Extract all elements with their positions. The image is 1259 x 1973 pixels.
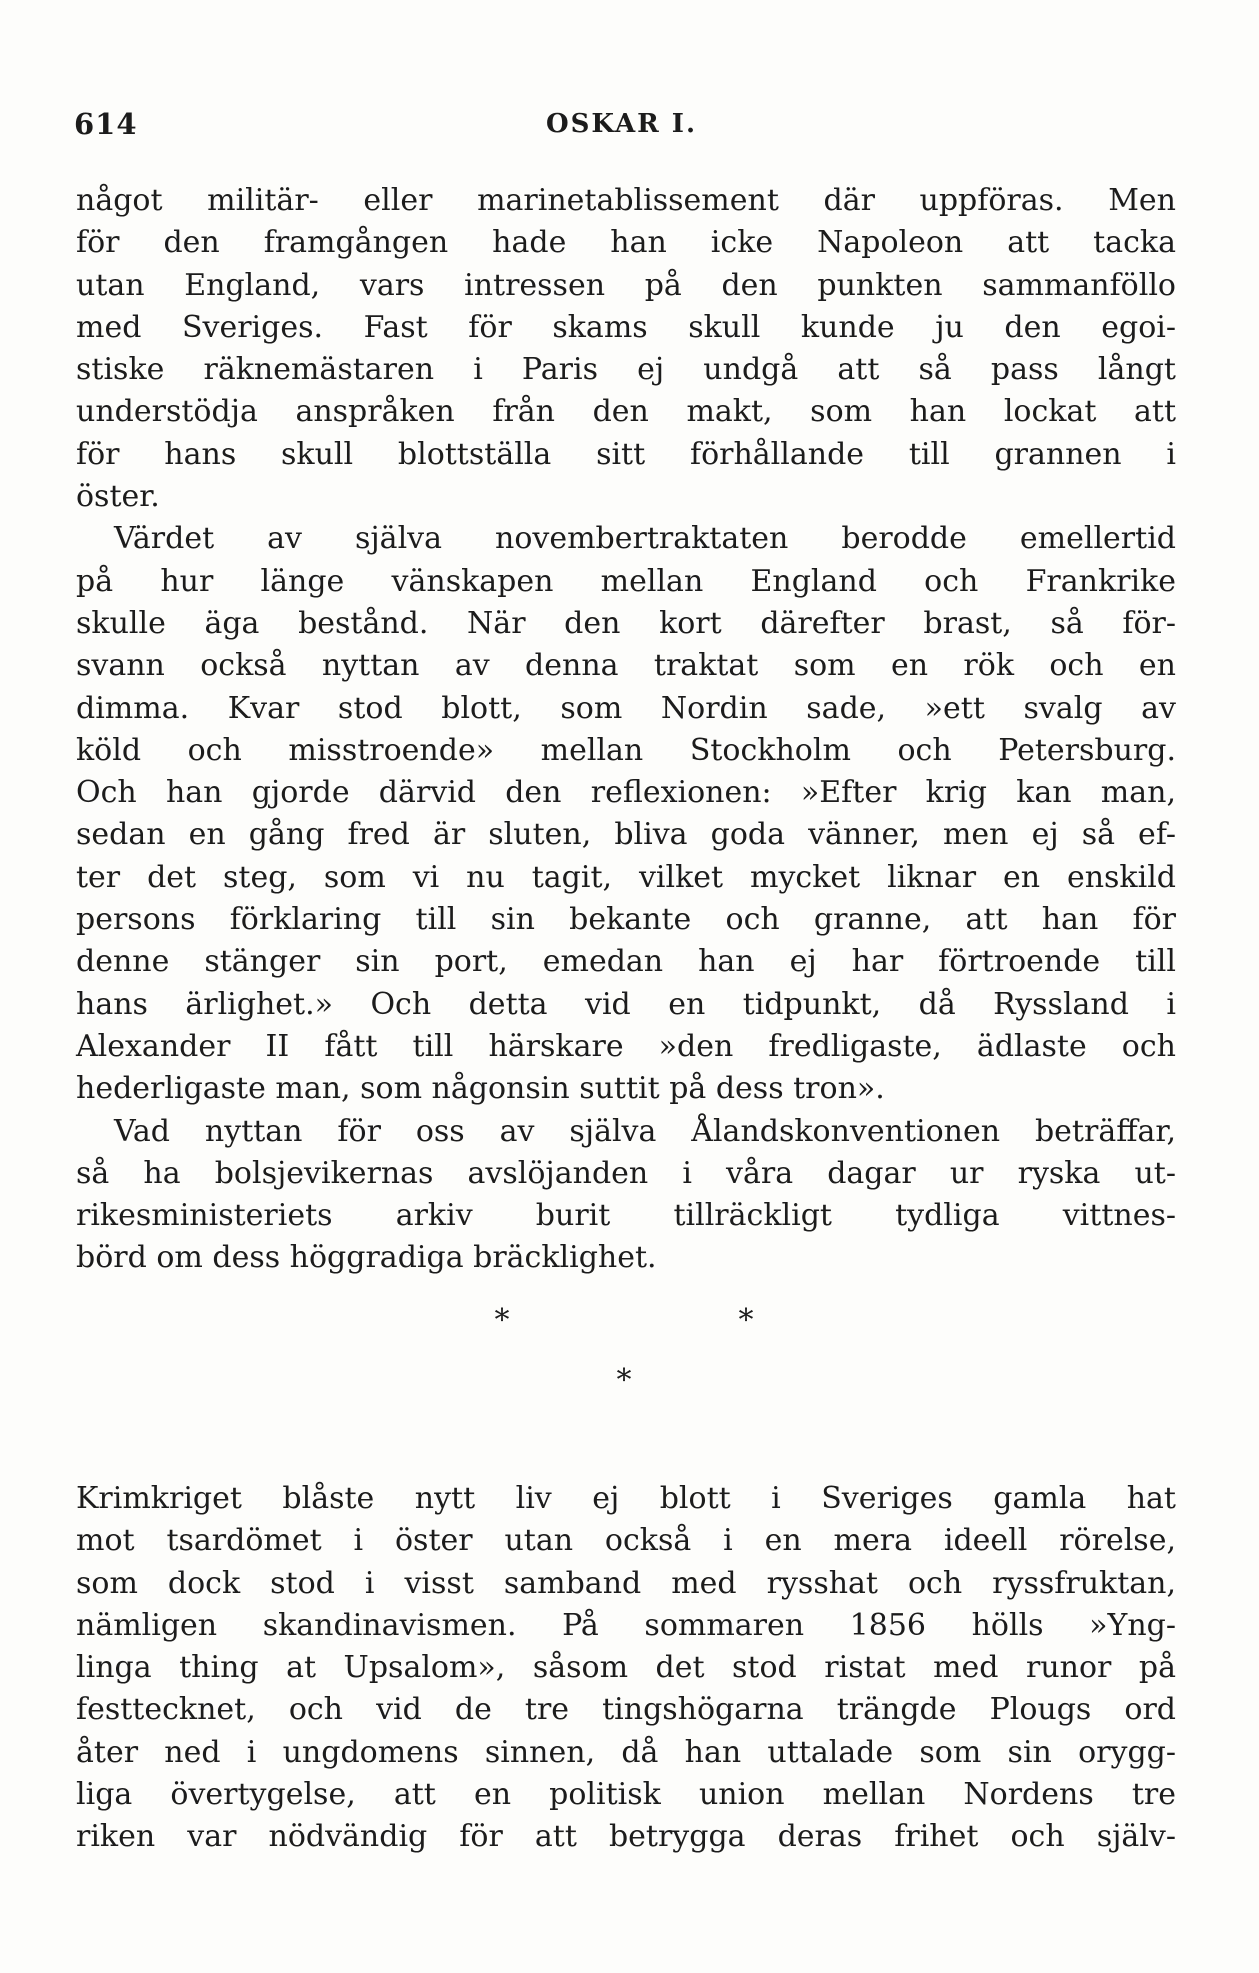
text-line: linga thing at Upsalom», såsom det stod ristat med runor på bbox=[76, 1650, 1176, 1686]
asterisk-ornament: * bbox=[494, 1303, 510, 1338]
paragraph-4 bbox=[76, 1478, 1176, 1859]
text-line: rikesministeriets arkiv burit tillräckligt tydliga vittnes- bbox=[76, 1198, 1176, 1234]
text-line: mot tsardömet i öster utan också i en mera ideell rörelse, bbox=[76, 1523, 1176, 1559]
page-number: 614 bbox=[74, 107, 138, 141]
running-head bbox=[74, 102, 1184, 146]
text-line: något militär- eller marinetablissement där uppföras. Men bbox=[76, 183, 1176, 218]
text-line: dimma. Kvar stod blott, som Nordin sade, »ett svalg av bbox=[76, 690, 1176, 726]
text-line: Värdet av själva novembertraktaten berodde emellertid bbox=[114, 521, 1176, 557]
paragraph-3 bbox=[76, 1111, 1176, 1280]
paragraph-2 bbox=[76, 518, 1176, 1110]
text-line: på hur länge vänskapen mellan England och Frankrike bbox=[76, 563, 1176, 599]
text-line: nämligen skandinavismen. På sommaren 1856 hölls »Yng- bbox=[76, 1607, 1176, 1643]
text-line: öster. bbox=[76, 479, 160, 515]
text-line: liga övertygelse, att en politisk union mellan Nordens tre bbox=[76, 1777, 1176, 1813]
text-line: utan England, vars intressen på den punkten sammanföllo bbox=[76, 267, 1176, 303]
text-line: festtecknet, och vid de tre tingshögarna trängde Plougs ord bbox=[76, 1692, 1176, 1728]
text-line: svann också nyttan av denna traktat som en rök och en bbox=[76, 648, 1176, 684]
text-line: med Sveriges. Fast för skams skull kunde ju den egoi- bbox=[76, 309, 1176, 345]
text-line: för den framgången hade han icke Napoleon att tacka bbox=[76, 225, 1176, 261]
running-title: OSKAR I. bbox=[546, 109, 698, 139]
text-line: för hans skull blottställa sitt förhållande till grannen i bbox=[76, 436, 1176, 472]
asterisk-ornament: * bbox=[616, 1363, 632, 1398]
text-line: Alexander II fått till härskare »den fredligaste, ädlaste och bbox=[76, 1028, 1176, 1064]
text-line: riken var nödvändig för att betrygga deras frihet och själv- bbox=[76, 1819, 1176, 1855]
text-line: åter ned i ungdomens sinnen, då han uttalade som sin orygg- bbox=[76, 1734, 1176, 1770]
text-line: Och han gjorde därvid den reflexionen: »Efter krig kan man, bbox=[76, 775, 1176, 811]
text-line: hederligaste man, som någonsin suttit på dess tron». bbox=[76, 1071, 885, 1107]
body-text-upper bbox=[76, 180, 1176, 1280]
body-text-lower bbox=[76, 1478, 1176, 1859]
text-line: Krimkriget blåste nytt liv ej blott i Sveriges gamla hat bbox=[76, 1481, 1176, 1516]
text-line: som dock stod i visst samband med rysshat och ryssfruktan, bbox=[76, 1565, 1176, 1601]
text-line: köld och misstroende» mellan Stockholm och Petersburg. bbox=[76, 732, 1176, 768]
text-line: ter det steg, som vi nu tagit, vilket mycket liknar en enskild bbox=[76, 859, 1176, 895]
asterisk-ornament: * bbox=[738, 1303, 754, 1338]
text-line: hans ärlighet.» Och detta vid en tidpunkt, då Ryssland i bbox=[76, 986, 1176, 1022]
text-line: så ha bolsjevikernas avslöjanden i våra dagar ur ryska ut- bbox=[76, 1155, 1176, 1191]
text-line: understödja anspråken från den makt, som han lockat att bbox=[76, 394, 1176, 430]
text-line: persons förklaring till sin bekante och granne, att han för bbox=[76, 902, 1176, 938]
text-line: Vad nyttan för oss av själva Ålandskonventionen beträffar, bbox=[114, 1113, 1176, 1149]
text-line: denne stänger sin port, emedan han ej har förtroende till bbox=[76, 944, 1176, 980]
paragraph-1 bbox=[76, 180, 1176, 518]
text-line: stiske räknemästaren i Paris ej undgå att så pass långt bbox=[76, 352, 1176, 388]
text-line: börd om dess höggradiga bräcklighet. bbox=[76, 1240, 657, 1276]
text-line: sedan en gång fred är sluten, bliva goda vänner, men ej så ef- bbox=[76, 817, 1176, 853]
text-line: skulle äga bestånd. När den kort därefter brast, så för- bbox=[76, 605, 1176, 641]
